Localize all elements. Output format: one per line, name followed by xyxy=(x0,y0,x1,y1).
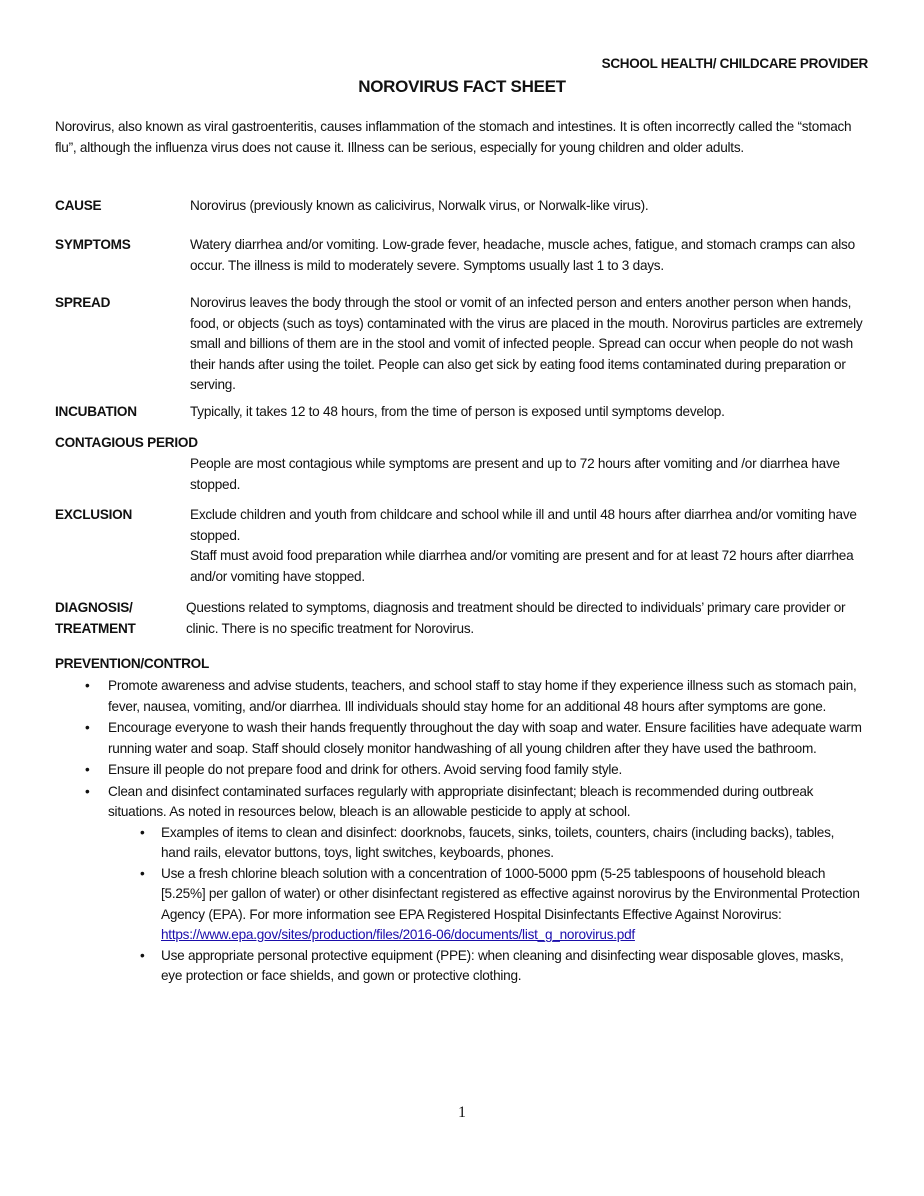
list-item-text: Ensure ill people do not prepare food and drink for others. Avoid serving food family style. xyxy=(108,762,623,777)
section-text: Norovirus (previously known as calicivirus, Norwalk virus, or Norwalk-like virus). xyxy=(190,198,649,213)
label-line-2: TREATMENT xyxy=(55,620,136,636)
list-item xyxy=(55,718,865,759)
section-label xyxy=(55,598,190,639)
list-item-text: Promote awareness and advise students, teachers, and school staff to stay home if they experience illness such as stomach pain, fever, nausea, vomiting, and/or diarrhea. Ill individuals should stay home for an additional 48 hours after symptoms are gone. xyxy=(108,678,857,714)
exclusion-children: Exclude children and youth from childcare and school while ill and until 48 hours after diarrhea and/or vomiting have stopped. xyxy=(190,507,857,543)
list-item-text: Clean and disinfect contaminated surfaces regularly with appropriate disinfectant; bleach is recommended during outbreak situations. As noted in resources below, bleach is an allowable pesticide to apply at school. xyxy=(108,783,814,819)
sublist-item-bleach xyxy=(108,864,865,946)
epa-norovirus-link[interactable]: https://www.epa.gov/sites/production/files/2016-06/documents/list_g_norovirus.pdf xyxy=(161,927,635,942)
audience-header: SCHOOL HEALTH/ CHILDCARE PROVIDER xyxy=(601,56,868,71)
prevention-sublist xyxy=(108,823,865,987)
page-number: 1 xyxy=(458,1104,466,1121)
section-text xyxy=(190,505,870,587)
section-label: SYMPTOMS xyxy=(55,237,131,252)
section-label: INCUBATION xyxy=(55,404,137,419)
section-text: Typically, it takes 12 to 48 hours, from the time of person is exposed until symptoms develop. xyxy=(190,404,725,419)
intro-paragraph: Norovirus, also known as viral gastroenteritis, causes inflammation of the stomach and intestines. It is often incorrectly called the “stomach flu”, although the influenza virus does not cause it. Illness can be serious, especially for young children and older adults. xyxy=(55,119,852,155)
prevention-list xyxy=(55,676,865,988)
section-label: SPREAD xyxy=(55,295,111,310)
list-item-text: Encourage everyone to wash their hands frequently throughout the day with soap and water. Ensure facilities have adequate warm running water and soap. Staff should closely monitor handwashing of all young children after they have used the bathroom. xyxy=(108,720,862,756)
label-line-1: DIAGNOSIS/ xyxy=(55,600,133,615)
section-text: People are most contagious while symptoms are present and up to 72 hours after vomiting and /or diarrhea have stopped. xyxy=(190,456,840,492)
sublist-item-ppe xyxy=(108,946,865,987)
prevention-heading: PREVENTION/CONTROL xyxy=(55,656,209,671)
list-item xyxy=(55,676,865,717)
list-item-text: Use appropriate personal protective equipment (PPE): when cleaning and disinfecting wear disposable gloves, masks, eye protection or face shields, and gown or protective clothing. xyxy=(161,947,844,983)
list-item xyxy=(55,782,865,987)
list-item xyxy=(55,760,865,781)
list-item-text: Use a fresh chlorine bleach solution with a concentration of 1000-5000 ppm (5-25 tablespoons of household bleach [5.25%] per gallon of water) or other disinfectant registered as effective against norovirus by the Environmental Protection Agency (EPA). For more information see EPA Registered Hospital Disinfectants Effective Against Norovirus: xyxy=(161,865,860,922)
section-label: EXCLUSION xyxy=(55,507,133,522)
sublist-item-examples xyxy=(108,823,865,864)
exclusion-staff: Staff must avoid food preparation while diarrhea and/or vomiting are present and for at least 72 hours after diarrhea and/or vomiting have stopped. xyxy=(190,548,854,584)
list-item-text: Examples of items to clean and disinfect: doorknobs, faucets, sinks, toilets, counters, chairs (including backs), tables, hand rails, elevator buttons, toys, light switches, keyboards, phones. xyxy=(161,824,835,860)
section-text: Watery diarrhea and/or vomiting. Low-grade fever, headache, muscle aches, fatigue, and stomach cramps can also occur. The illness is mild to moderately severe. Symptoms usually last 1 to 3 days. xyxy=(190,237,855,273)
section-label: CAUSE xyxy=(55,198,102,213)
section-text: Questions related to symptoms, diagnosis and treatment should be directed to individuals’ primary care provider or clinic. There is no specific treatment for Norovirus. xyxy=(186,600,846,636)
page-title: NOROVIRUS FACT SHEET xyxy=(358,77,566,96)
section-text: Norovirus leaves the body through the stool or vomit of an infected person and enters another person when hands, food, or objects (such as toys) contaminated with the virus are placed in the mouth. Norovirus particles are extremely small and billions of them are in the stool and vomit of infected people. Spread can occur when people do not wash their hands after using the toilet. People can also get sick by eating food items contaminated during preparation or serving. xyxy=(190,295,863,392)
section-label: CONTAGIOUS PERIOD xyxy=(55,435,198,450)
